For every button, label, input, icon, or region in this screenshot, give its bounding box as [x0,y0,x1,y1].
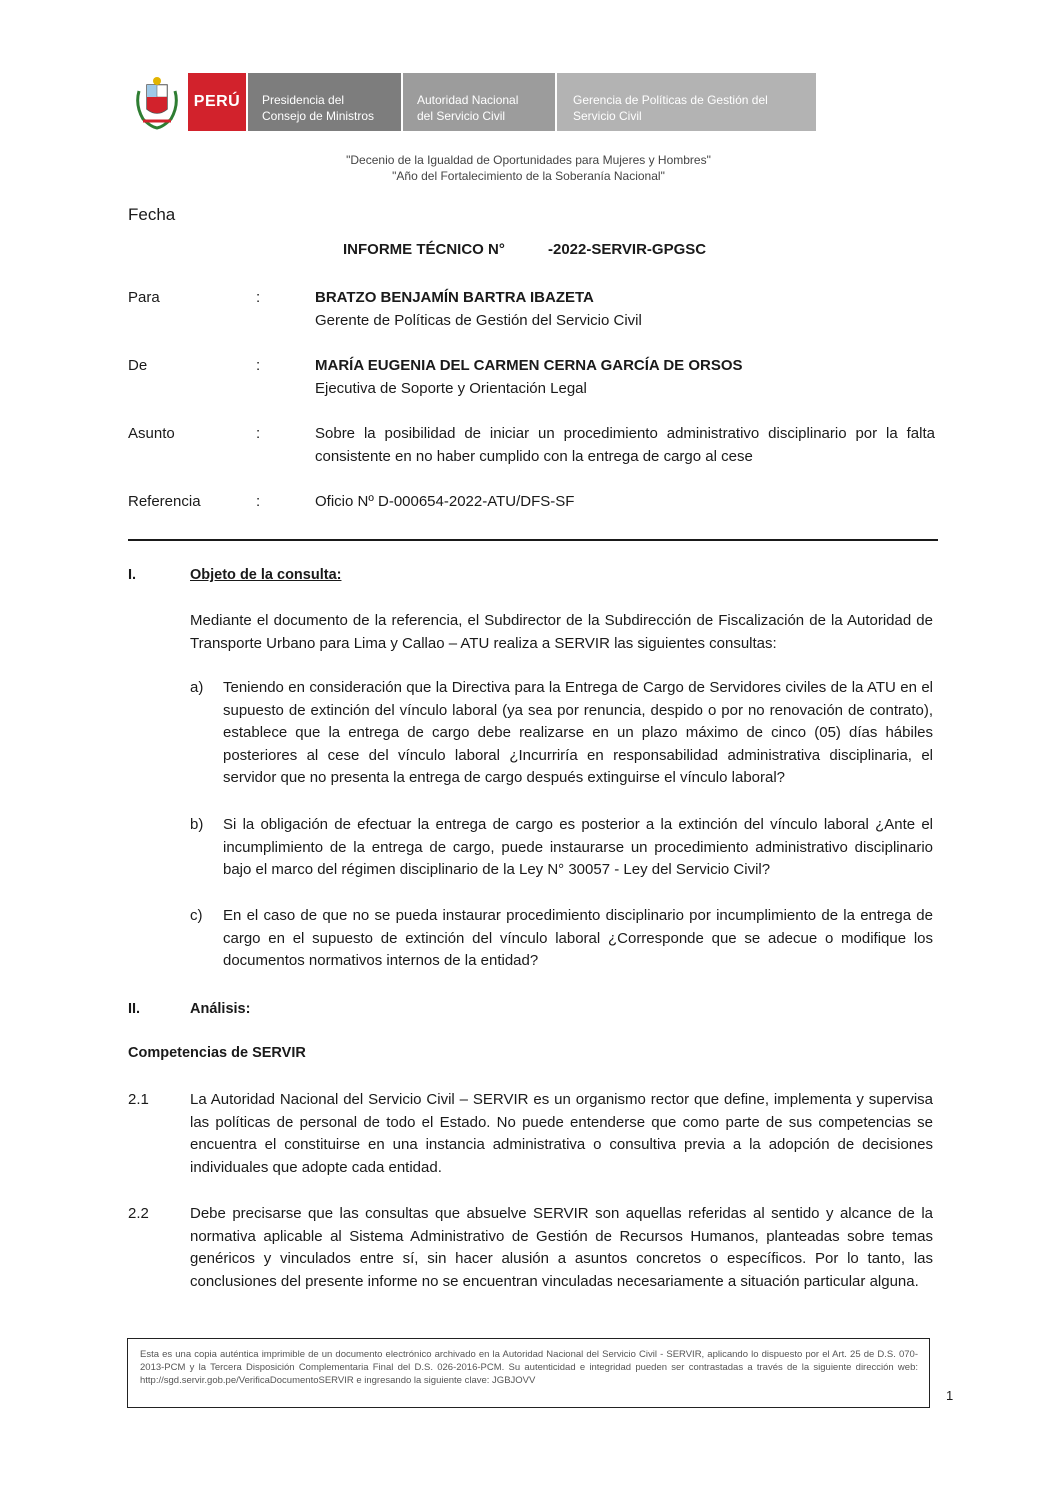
peru-logo-text: PERÚ [193,93,241,110]
paragraph: La Autoridad Nacional del Servicio Civil – SERVIR es un organismo rector que define, implementa y supervisa las políticas de personal de todo el Estado. No puede entenderse que como parte de sus competencias se encuentra el constituirse en una instancia administrativa o consultiva previa a la adopción de decisiones individuales que adopte cada entidad. [190,1091,933,1176]
paragraph: Debe precisarse que las consultas que absuelve SERVIR son aquellas referidas al sentido y alcance de la normativa aplicable al Sistema Administrativo de Gestión de Recursos Humanos, planteadas sobre temas genéricos y vinculados entre sí, sin hacer alusión a asuntos concretos o específicos. Por lo tanto, las conclusiones del presente informe no se encuentran vinculadas necesariamente a situación particular alguna. [190,1205,933,1290]
para-label: Para [128,289,160,306]
page-number: 1 [946,1388,954,1403]
para-role: Gerente de Políticas de Gestión del Servicio Civil [315,312,642,329]
asunto-text: Sobre la posibilidad de iniciar un procedimiento administrativo disciplinario por la falta consistente en no haber cumplido con la entrega de cargo al cese [315,425,935,465]
para-name: BRATZO BENJAMÍN BARTRA IBAZETA [315,289,594,306]
list-item: Si la obligación de efectuar la entrega de cargo es posterior a la extinción del vínculo laboral ¿Ante el incumplimiento de la entrega de cargo, puede instaurarse un procedimiento administrativo disciplinario bajo el marco del régimen disciplinario de la Ley N° 30057 - Ley del Servicio Civil? [223,816,933,878]
header-box-line: Gerencia de Políticas de Gestión del [573,93,768,107]
de-name: MARÍA EUGENIA DEL CARMEN CERNA GARCÍA DE ORSOS [315,357,743,374]
item-letter: c) [190,907,203,924]
referencia-label: Referencia [128,493,201,510]
informe-number: -2022-SERVIR-GPGSC [548,241,707,258]
coat-of-arms-icon [133,75,181,130]
section-intro: Mediante el documento de la referencia, el Subdirector de la Subdirección de Fiscalización de la Autoridad de Transporte Urbano para Lima y Callao – ATU realiza a SERVIR las siguientes consultas: [190,612,933,652]
de-role: Ejecutiva de Soporte y Orientación Legal [315,380,587,397]
informe-title: INFORME TÉCNICO N° [343,241,505,258]
section-title: Análisis: [190,1001,251,1017]
fecha-label: Fecha [128,205,176,224]
item-letter: b) [190,816,204,833]
asunto-label: Asunto [128,425,175,442]
referencia-colon: : [256,493,261,510]
decenio-line: "Decenio de la Igualdad de Oportunidades para Mujeres y Hombres" [346,153,711,167]
asunto-colon: : [256,425,261,442]
referencia-text: Oficio Nº D-000654-2022-ATU/DFS-SF [315,493,575,510]
paragraph-number: 2.1 [128,1091,149,1108]
header-box-gerencia [557,73,816,131]
section-number: II. [128,1001,141,1017]
anio-line: "Año del Fortalecimiento de la Soberanía Nacional" [392,169,665,183]
section-number: I. [128,567,137,583]
subsection-title: Competencias de SERVIR [128,1045,306,1061]
de-label: De [128,357,148,374]
header-box-line: Autoridad Nacional [417,93,519,107]
header-box-line: Servicio Civil [573,109,642,123]
header-box-servir [403,73,555,131]
footer-text: Esta es una copia auténtica imprimible de un documento electrónico archivado en la Autoridad Nacional del Servicio Civil - SERVIR, aplicando lo dispuesto por el Art. 25 de D.S. 070-2013-PCM y la Tercera Disposición Complementaria Final del D.S. 026-2016-PCM. Su autenticidad e integridad pueden ser contrastadas a través de la siguiente dirección web: http://sgd.servir.gob.pe/VerificaDocumentoSERVIR e ingresando la siguiente clave: JGBJOVV [140,1349,918,1386]
divider [128,539,938,541]
list-item: Teniendo en consideración que la Directiva para la Entrega de Cargo de Servidores civiles de la ATU en el supuesto de extinción del vínculo laboral (ya sea por renuncia, despido o por no renovación de contrato), establece que la entrega de cargo debe realizarse en un plazo máximo de cinco (05) días hábiles posteriores al cese del vínculo laboral ¿Incurriría en responsabilidad administrativa disciplinaria, el servidor que no presenta la entrega de cargo después extinguirse el vínculo laboral? [223,679,933,786]
de-colon: : [256,357,261,374]
header-box-line: Presidencia del [262,93,345,107]
item-letter: a) [190,679,204,696]
header-box-line: Consejo de Ministros [262,109,375,123]
header-box-pcm [248,73,401,131]
list-item: En el caso de que no se pueda instaurar procedimiento disciplinario por incumplimiento de la entrega de cargo en el supuesto de extinción del vínculo laboral ¿Corresponde que se adecue o modifique los documentos normativos internos de la entidad? [223,907,933,969]
paragraph-number: 2.2 [128,1205,149,1222]
para-colon: : [256,289,261,306]
header-box-line: del Servicio Civil [417,109,506,123]
section-title: Objeto de la consulta: [190,567,342,583]
